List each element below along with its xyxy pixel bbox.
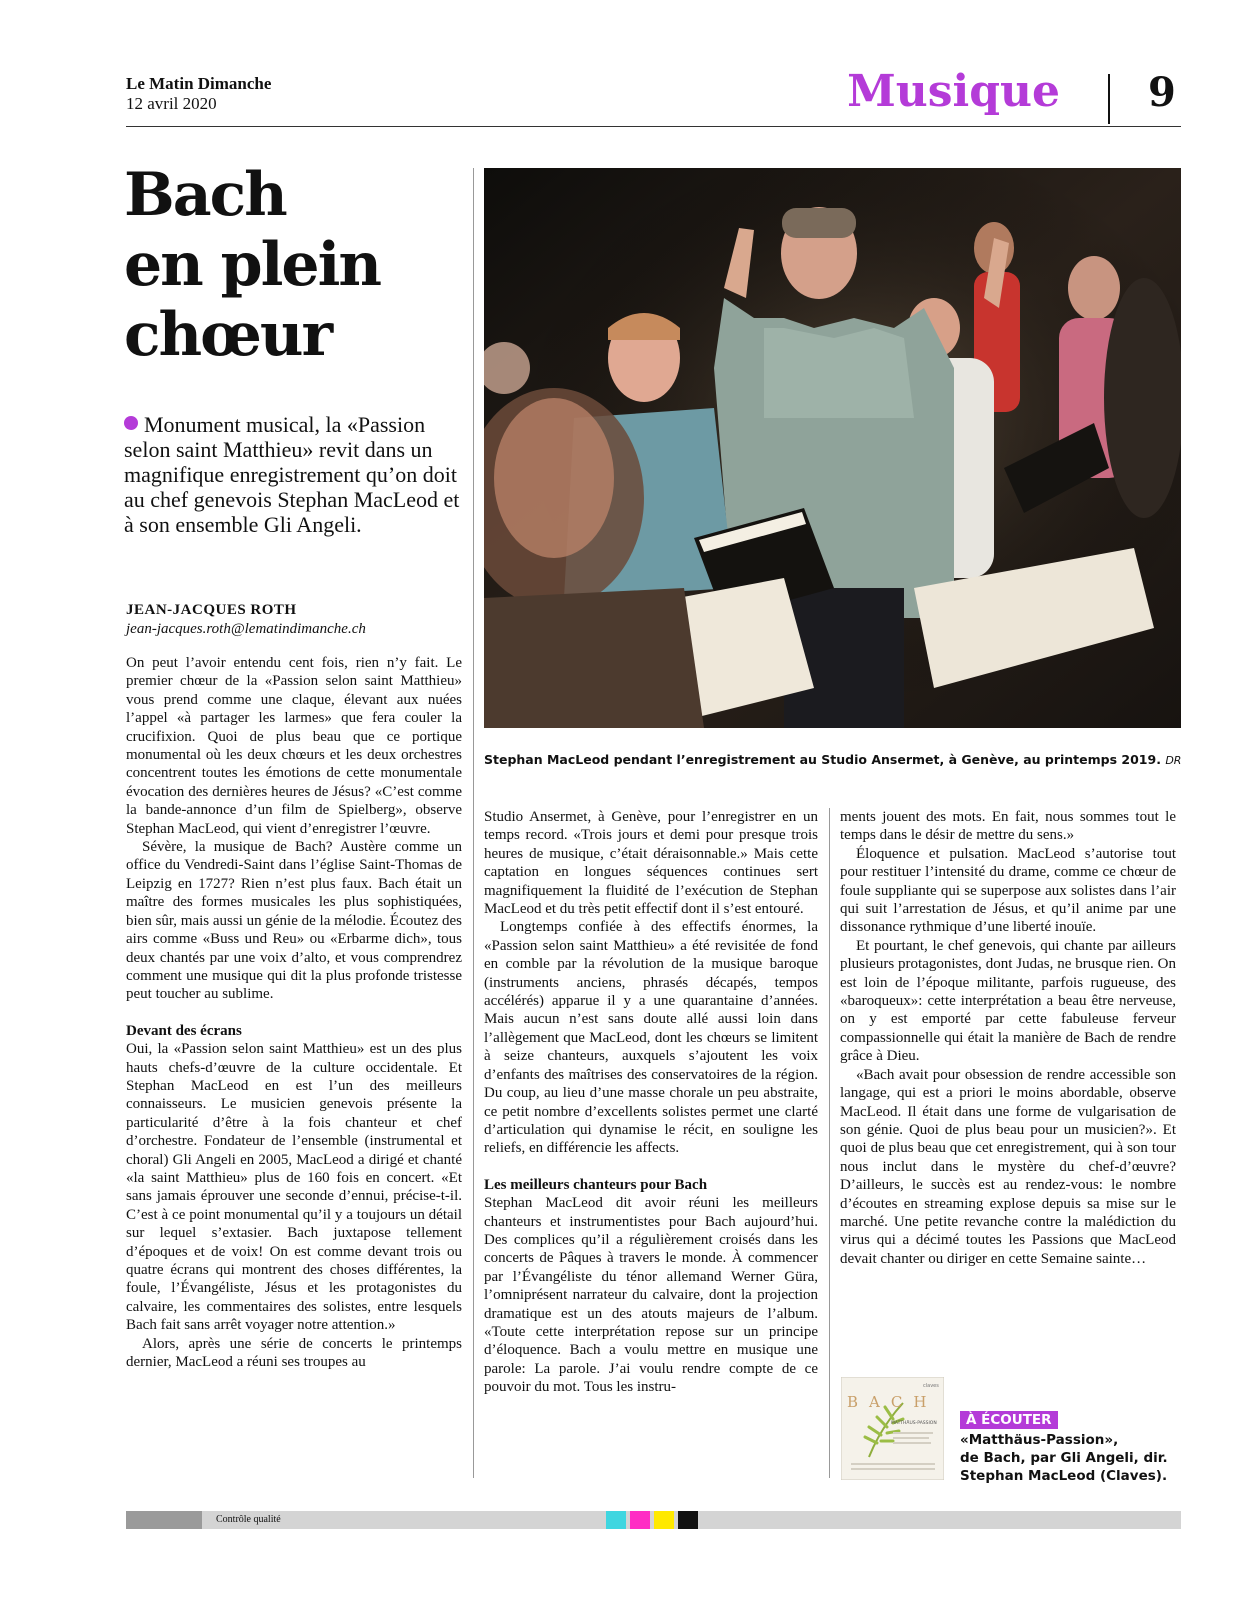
article-column-1 <box>126 654 462 1371</box>
article-column-2 <box>484 808 818 1397</box>
quality-control-label: Contrôle qualité <box>216 1514 281 1525</box>
print-control-bar <box>126 1511 1181 1529</box>
color-swatch-yellow <box>654 1511 674 1529</box>
column-separator <box>473 168 474 1478</box>
listen-line-3: Stephan MacLeod (Claves). <box>960 1468 1168 1484</box>
paragraph: Oui, la «Passion selon saint Matthieu» est un des plus hauts chefs-d’œuvre de la culture occidentale. Et Stephan MacLeod en est l’un des meilleurs connaisseurs. Le musicien genevois présente la particularité d’être à la fois chanteur et chef d’orchestre. Fondateur de l’ensemble (instrumental et choral) Gli Angeli en 2005, MacLeod a dirigé et chanté «la saint Matthieu» plus de 160 fois en concert. «Et sans jamais éprouver une seconde d’ennui, précise-t-il. C’est à ce point monumental qu’il y a toujours un détail sur lequel s’extasier. Bach juxtapose tellement d’époques et de voix! On est comme devant trois ou quatre écrans qui montrent des choses différentes, la foule, l’Évangéliste, Jésus et les protagonistes du calvaire, les commentaires des solistes, entre lesquels Bach fait sans arrêt voyager notre attention.» <box>126 1041 462 1334</box>
author-name: JEAN-JACQUES ROTH <box>126 602 297 618</box>
publication-date: 12 avril 2020 <box>126 94 217 113</box>
listen-box <box>960 1411 1168 1485</box>
album-subtitle: MATTHÄUS-PASSION <box>891 1421 937 1426</box>
album-cover <box>841 1377 944 1480</box>
subheading: Devant des écrans <box>126 1022 242 1039</box>
paragraph: Sévère, la musique de Bach? Austère comme un office du Vendredi-Saint dans l’église Saint-Thomas de Leipzig en 1727? Rien n’est plus faux. Bach était un maître des formes musicales les plus sophistiquées, bien sûr, mais aussi un génie de la mélodie. Écoutez des airs comme «Buss und Reu» ou «Erbarme dich», tous deux chantés par une voix d’alto, et vous comprendrez comment une musique qui dit la plus profonde tristesse peut toucher au sublime. <box>126 839 462 1003</box>
album-title: BACH <box>847 1393 938 1411</box>
header-divider <box>1108 74 1110 124</box>
header-rule <box>126 126 1181 127</box>
page-number: 9 <box>1148 69 1176 116</box>
headline-line-1: Bach <box>124 160 286 230</box>
section-title: Musique <box>847 66 1060 117</box>
paragraph: Alors, après une série de concerts le printemps dernier, MacLeod a réuni ses troupes au <box>126 1335 462 1371</box>
photo-illustration <box>484 168 1181 728</box>
photo-caption <box>484 752 1181 769</box>
album-label: claves <box>923 1383 939 1389</box>
paragraph: Stephan MacLeod dit avoir réuni les meilleurs chanteurs et instrumentistes pour Bach aujourd’hui. Des complices qu’il a régulièrement croisés dans les concerts de Pâques à travers le monde. À commencer par l’Évangéliste du ténor allemand Werner Güra, l’omniprésent narrateur du calvaire, dont la projection dramatique est un des atouts majeurs de l’album. «Toute cette interprétation repose sur un principe d’éloquence. Bach a voulu mettre en musique une parole: La parole. J’ai voulu rendre compte de ce pouvoir du mot. Tous les instru- <box>484 1195 818 1396</box>
headline-line-2: en plein <box>124 230 381 300</box>
photo-choir-recording <box>484 168 1181 728</box>
lead-text: Monument musical, la «Passion selon saint Matthieu» revit dans un magnifique enregistrement qu’on doit au chef genevois Stephan MacLeod et à son ensemble Gli Angeli. <box>124 412 460 537</box>
paragraph: Éloquence et pulsation. MacLeod s’autorise tout pour restituer l’intensité du drame, comme ce chœur de foule suppliante qui se superpose aux solistes dans l’air qui suit l’arrestation de Jésus, et qu’il anime par une dissonance rythmique d’une liberté inouïe. <box>840 845 1176 936</box>
paragraph: Et pourtant, le chef genevois, qui chante par ailleurs plusieurs protagonistes, dont Judas, ne brusque rien. On est loin de l’époque militante, parfois rugueuse, des «baroqueux»: cette interprétation a beau être nerveuse, on y est emporté par cette fabuleuse ferveur compassionnelle qui était la manière de Bach de rendre grâce à Dieu. <box>840 937 1176 1065</box>
color-swatch-magenta <box>630 1511 650 1529</box>
color-swatch-black <box>678 1511 698 1529</box>
subheading: Les meilleurs chanteurs pour Bach <box>484 1176 708 1193</box>
column-separator <box>829 808 830 1478</box>
listen-line-2: de Bach, par Gli Angeli, dir. <box>960 1450 1168 1466</box>
author-email[interactable]: jean-jacques.roth@lematindimanche.ch <box>126 621 366 637</box>
publication-name: Le Matin Dimanche <box>126 74 272 93</box>
photo-credit: DR <box>1165 754 1182 767</box>
listen-line-1: «Matthäus-Passion», <box>960 1432 1119 1448</box>
listen-tag: À ÉCOUTER <box>960 1411 1058 1429</box>
paragraph: On peut l’avoir entendu cent fois, rien n’y fait. Le premier chœur de la «Passion selon saint Matthieu» vous prend comme une claque, élevant aux nuées l’appel «à partager les larmes» que fera couler la crucifixion. Quoi de plus beau que ce portique monumental où les deux chœurs et les deux orchestres concentrent toutes les émotions de cette monumentale évocation des dernières heures de Jésus? «C’est comme la bande-annonce d’un film de Spielberg», observe Stephan MacLeod, qui vient d’enregistrer l’œuvre. <box>126 655 462 837</box>
article-column-3 <box>840 808 1176 1268</box>
color-swatch-cyan <box>606 1511 626 1529</box>
paragraph: Studio Ansermet, à Genève, pour l’enregistrer en un temps record. «Trois jours et demi pour presque trois heures de musique, c’était déraisonnable.» Mais cette captation en longues séquences continues sert magnifiquement la fluidité de l’exécution de Stephan MacLeod et du très petit effectif dont il s’est entouré. <box>484 809 818 918</box>
album-artwork <box>841 1377 944 1480</box>
bullet-dot-icon <box>124 416 138 430</box>
masthead <box>126 74 271 114</box>
byline <box>126 601 366 639</box>
paragraph: ments jouent des mots. En fait, nous sommes tout le temps dans le désir de mettre du sens.» <box>840 809 1176 844</box>
lead-paragraph <box>124 412 464 537</box>
headline <box>124 160 464 370</box>
paragraph: «Bach avait pour obsession de rendre accessible son langage, qui est a priori le moins abordable, observe MacLeod. Il était dans une forme de vulgarisation de son génie. Quoi de plus beau pour un musicien?». Et quoi de plus beau que cet enregistrement, qui à son tour nous inclut dans le mystère du chef-d’œuvre? D’ailleurs, le succès est au rendez-vous: le nombre d’écoutes en streaming explose depuis sa mise sur le marché. Une petite revanche contre la malédiction du virus qui a décimé toutes les Passions que MacLeod devait chanter ou diriger en cette Semaine sainte… <box>840 1066 1176 1267</box>
paragraph: Longtemps confiée à des effectifs énormes, la «Passion selon saint Matthieu» a été revisitée de fond en comble par la révolution de la musique baroque (instruments anciens, phrasés décapés, tempos accélérés) apparue il y a une quarantaine d’années. Mais aucun n’est sans doute allé aussi loin dans l’allègement que MacLeod, dont les chœurs se limitent à seize chanteurs, auxquels s’ajoutent les voix d’enfants des maîtrises des conservatoires de la région. Du coup, au lieu d’une masse chorale un peu abstraite, ce petit nombre d’excellents solistes permet une clarté d’articulation qui dynamise le récit, en souligne les reliefs, en différencie les affects. <box>484 919 818 1157</box>
caption-text: Stephan MacLeod pendant l’enregistrement au Studio Ansermet, à Genève, au printemps 2019. <box>484 752 1161 767</box>
headline-line-3: chœur <box>124 300 332 370</box>
control-bar-dark-segment <box>126 1511 202 1529</box>
